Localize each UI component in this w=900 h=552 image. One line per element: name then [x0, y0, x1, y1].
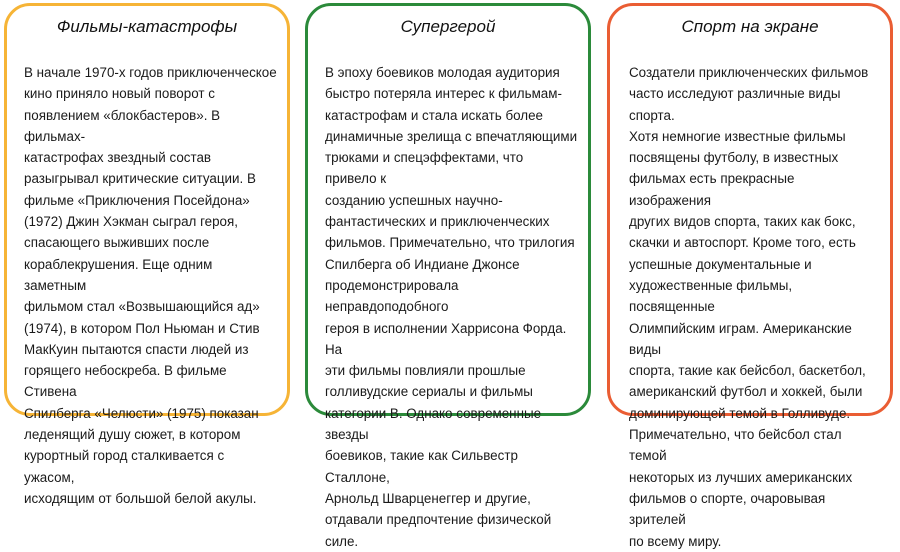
- card-disaster-films: [4, 3, 290, 506]
- card-title: Спорт на экране: [681, 17, 819, 36]
- card-text: В эпоху боевиков молодая аудитория быстро потеряла интерес к фильмам- катастрофам и стала искать более динамичные зрелища с впечатляющими трюками и спецэффектами, что привело к созданию успешных научно- фантастических и приключенческих фильмов. Примечательно, что трилогия Спилберга об Индиане Джонсе продемонстрировала неправдоподобного героя в исполнении Харрисона Форда. На эти фильмы повлияли прошлые голливудские сериалы и фильмы категории В. Однако современные звезды боевиков, такие как Сильвестр Сталлоне, Арнольд Шварценеггер и другие, отдавали предпочтение физической силе.: [325, 65, 578, 549]
- card-title: Фильмы-катастрофы: [56, 17, 238, 36]
- card-superhero: [305, 3, 591, 549]
- card-title: Супергерой: [400, 17, 496, 36]
- card-text: В начале 1970-х годов приключенческое кино приняло новый поворот с появлением «блокбастеров». В фильмах- катастрофах звездный состав разыгрывал критические ситуации. В фильме «Приключения Посейдона» (1972) Джин Хэкман сыграл героя, спасающего выживших после кораблекрушения. Еще одним заметным фильмом стал «Возвышающийся ад» (1974), в котором Пол Ньюман и Стив МакКуин пытаются спасти людей из горящего небоскреба. В фильме Стивена Спилберга «Челюсти» (1975) показан леденящий душу сюжет, в котором курортный город сталкивается с ужасом, исходящим от большой белой акулы.: [24, 65, 277, 506]
- card-text: Создатели приключенческих фильмов часто исследуют различные виды спорта. Хотя немногие известные фильмы посвящены футболу, в известных фильмах есть прекрасные изображения других видов спорта, таких как бокс, скачки и автоспорт. Кроме того, есть успешные документальные и художественные фильмы, посвященные Олимпийским играм. Американские виды спорта, такие как бейсбол, баскетбол, американский футбол и хоккей, были доминирующей темой в Голливуде. Примечательно, что бейсбол стал темой некоторых из лучших американских фильмов о спорте, очаровывая зрителей по всему миру.: [629, 65, 869, 549]
- card-sport-on-screen: [607, 3, 893, 549]
